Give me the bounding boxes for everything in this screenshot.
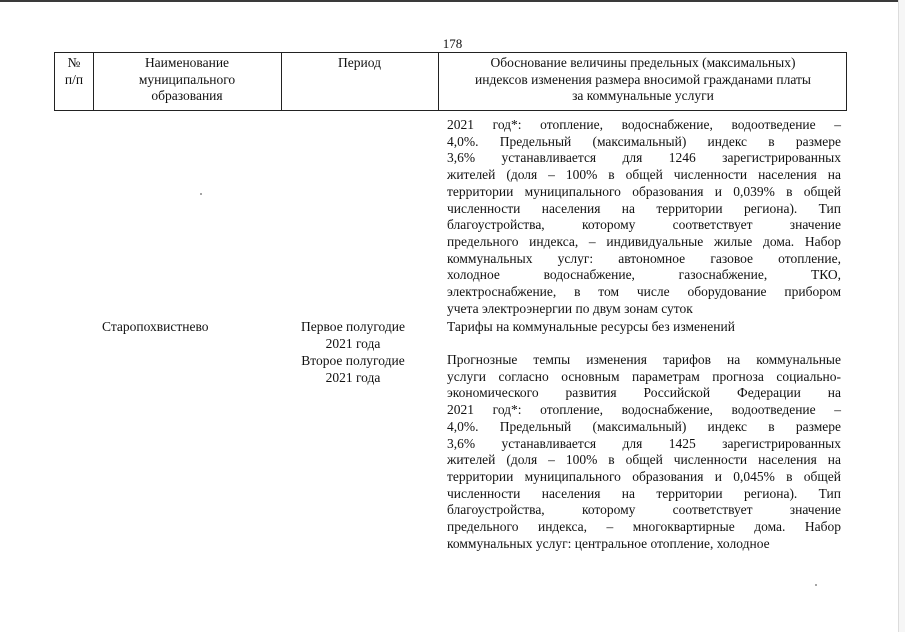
text-line: электроснабжение, в том числе оборудование прибором	[447, 284, 841, 300]
text-line: холодное водоснабжение, газоснабжение, ТКО,	[447, 267, 841, 283]
text-line: жителей (доля – 100% в общей численности населения на	[447, 167, 841, 183]
period-second-half: Второе полугодие 2021 года	[301, 353, 405, 385]
text-line: 3,6% устанавливается для 1425 зарегистрированных	[447, 435, 841, 451]
text-line: 4,0%. Предельный (максимальный) индекс в размере	[447, 418, 841, 434]
header-col-number: № п/п	[64, 55, 84, 87]
text-line: 2021 год*: отопление, водоснабжение, водоотведение –	[447, 402, 841, 418]
header-col-period: Период	[338, 55, 381, 70]
basis-text-continued	[447, 117, 841, 317]
text-line: коммунальных услуг: центральное отопление, холодное	[447, 535, 770, 551]
text-line: экономического развития Российской Федерации на	[447, 385, 841, 401]
municipality-name: Старопохвистнево	[102, 319, 209, 334]
scan-speck	[200, 193, 202, 195]
text-line: благоустройства, которому соответствует значение	[447, 217, 841, 233]
text-line: 2021 год*: отопление, водоснабжение, водоотведение –	[447, 117, 841, 132]
scan-edge-top	[0, 0, 905, 2]
text-line: предельного индекса, – индивидуальные жилые дома. Набор	[447, 233, 841, 249]
header-col-basis: Обоснование величины предельных (максимальных) индексов изменения размера вносимой гражданами платы за коммунальные услуги	[475, 55, 811, 103]
table-header	[54, 52, 847, 111]
page-number: 178	[442, 36, 463, 51]
scan-speck	[815, 584, 817, 586]
text-line: жителей (доля – 100% в общей численности населения на	[447, 452, 841, 468]
text-line: территории муниципального образования и 0,045% в общей	[447, 468, 841, 484]
text-line: территории муниципального образования и 0,039% в общей	[447, 183, 841, 199]
scan-edge-right	[898, 0, 905, 632]
text-line: учета электроэнергии по двум зонам суток	[447, 300, 693, 316]
text-line: благоустройства, которому соответствует значение	[447, 502, 841, 518]
text-line: предельного индекса, – многоквартирные дома. Набор	[447, 519, 841, 535]
text-line: Прогнозные темпы изменения тарифов на коммунальные	[447, 352, 841, 367]
text-line: численности населения на территории региона). Тип	[447, 485, 841, 501]
text-line: коммунальных услуг: автономное газовое отопление,	[447, 250, 841, 266]
period-first-half: Первое полугодие 2021 года	[301, 319, 405, 351]
text-line: численности населения на территории региона). Тип	[447, 200, 841, 216]
header-col-municipality: Наименование муниципального образования	[138, 55, 236, 103]
text-line: 4,0%. Предельный (максимальный) индекс в размере	[447, 133, 841, 149]
text-line: услуги согласно основным параметрам прогноза социально-	[447, 368, 841, 384]
basis-second-half	[447, 352, 841, 552]
text-line: 3,6% устанавливается для 1246 зарегистрированных	[447, 150, 841, 166]
basis-first-half: Тарифы на коммунальные ресурсы без изменений	[447, 319, 735, 334]
